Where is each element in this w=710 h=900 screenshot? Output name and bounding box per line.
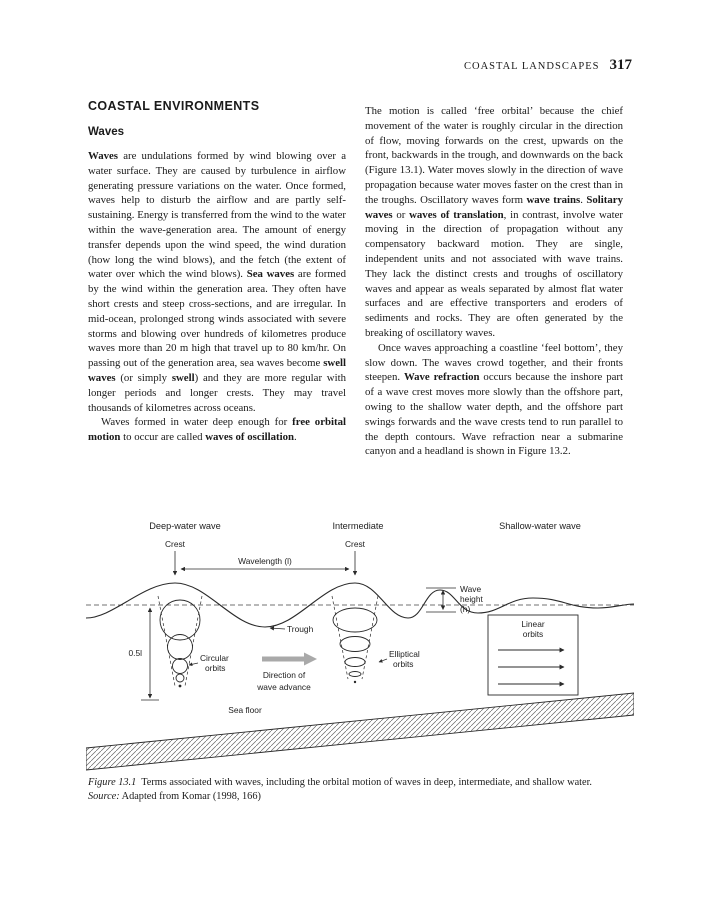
paragraph-wave-refraction: Once waves approaching a coastline ‘feel bottom’, they slow down. The waves crowd together, and their fronts steepen. Wave refraction occurs because the inshore part of a wave crest moves more slowly than the offshore part, owing to the shallow water depth, and the offshore part swings forwards and the wave crests tend to run parallel to the depth contours. Wave refraction near a submarine canyon and a headland is shown in Figure 13.2. [365, 341, 623, 458]
wavelength-annotation [181, 556, 349, 569]
circular-orbit [173, 659, 188, 674]
circular-orbits-group [158, 596, 229, 687]
chapter-title: COASTAL LANDSCAPES [464, 61, 600, 72]
caption-source: Source: Adapted from Komar (1998, 166) [88, 790, 261, 802]
orbit-envelope-line [362, 596, 378, 679]
orbit-envelope-line [185, 596, 202, 686]
crest-label: Crest [344, 539, 366, 549]
elliptical-orbits-label-line1: Elliptical [389, 649, 420, 659]
trough-label: Trough [287, 624, 314, 634]
sea-floor-band [86, 693, 634, 770]
elliptical-orbit [333, 608, 377, 632]
orbit-envelope-line [158, 596, 175, 686]
circular-orbit [168, 635, 193, 660]
caption-text: Figure 13.1 Terms associated with waves, including the orbital motion of waves in deep, intermediate, and shallow water. [88, 777, 593, 788]
elliptical-orbits-label-line2: orbits [393, 659, 414, 669]
crest-marker-left [165, 539, 186, 575]
left-column [88, 99, 346, 459]
linear-orbits-label-line2: orbits [522, 629, 544, 639]
paragraph-oscillation: Waves formed in water deep enough for free orbital motion to occur are called waves of oscillation. [88, 416, 346, 444]
circular-orbits-pointer [189, 663, 198, 665]
linear-orbits-group [488, 615, 578, 695]
circular-orbit [176, 674, 184, 682]
sea-floor-label: Sea floor [228, 705, 262, 715]
text-columns [88, 99, 623, 459]
trough-pointer [270, 628, 285, 629]
circular-orbits-label-line2: orbits [205, 663, 226, 673]
direction-arrow-head [304, 653, 317, 666]
shallow-water-wave-label: Shallow-water wave [499, 521, 581, 531]
direction-label-line1: Direction of [262, 670, 306, 680]
page-number: 317 [609, 57, 632, 73]
intermediate-label: Intermediate [332, 521, 384, 531]
elliptical-orbit [345, 658, 365, 667]
orbit-dot [179, 685, 182, 688]
deep-water-wave-label: Deep-water wave [149, 521, 221, 531]
paragraph-waves: Waves are undulations formed by wind blowing over a water surface. They are caused by turbulence in airflow generating pressure variations on the water. Once formed, waves help to disturb the airflow and are partly self-sustaining. Energy is transferred from the wind to the water within the wave-generation area. The amount of energy transfer depends upon the wind speed, the wind duration (how long the wind blows), and the fetch (the extent of water over which the wind blows). Sea waves are formed by the wind within the generation area. They often have short crests and steep cross-sections, and are irregular. In mid-ocean, prolonged strong winds associated with severe storms and blowing over hundreds of kilometres produce waves more than 20 m high that travel up to 80 km/hr. On passing out of the generation area, sea waves become swell waves (or simply swell) and they are more regular with longer periods and longer crests. They may travel thousands of kilometres across oceans. [88, 150, 346, 414]
subsection-heading: Waves [88, 126, 125, 138]
circular-orbits-label-line1: Circular [200, 653, 229, 663]
orbit-dot [354, 681, 356, 683]
wavelength-label: Wavelength (l) [238, 556, 292, 566]
elliptical-orbit [340, 637, 370, 652]
wave-height-label-line1: Wave [460, 584, 482, 594]
right-column [365, 99, 623, 459]
wave-height-label-line2: height [460, 594, 483, 604]
crest-label: Crest [164, 539, 186, 549]
crest-marker-right [345, 539, 366, 575]
elliptical-orbits-pointer [379, 659, 387, 662]
elliptical-orbit [349, 672, 361, 677]
figure-caption [88, 776, 636, 803]
wave-height-label-line3: (h) [460, 604, 471, 614]
elliptical-orbits-group [332, 596, 420, 683]
section-heading: COASTAL ENVIRONMENTS [88, 99, 260, 113]
paragraph-free-orbital: The motion is called ‘free orbital’ because the chief movement of the water is roughly circular in the direction of flow, moving forwards on the crest, upwards on the front, backwards in the trough, and downwards on the back (Figure 13.1). Water moves slowly in the direction of wave propagation because water moves faster on the crest than in the troughs. Oscillatory waves form wave trains. Solitary waves or waves of translation, in contrast, involve water moving in the direction of propagation without any compensatory backward motion. They are single, independent units and not associated with wave trains. They lack the distinct crests and troughs of oscillatory waves and appear as weals separated by almost flat water surfaces and are effective transporters and eroders of sediments and rocks. They are often generated by the breaking of oscillatory waves. [365, 105, 623, 339]
running-head [88, 56, 632, 74]
orbit-envelope-line [332, 596, 348, 679]
sea-floor-group [86, 693, 634, 770]
wave-terms-diagram [86, 516, 634, 774]
direction-of-advance [256, 653, 317, 693]
linear-orbits-label-line1: Linear [521, 619, 545, 629]
half-depth-annotation [128, 608, 159, 700]
direction-label-line2: wave advance [257, 682, 311, 692]
circular-orbit [160, 600, 200, 640]
half-depth-label: 0.5l [128, 648, 142, 658]
